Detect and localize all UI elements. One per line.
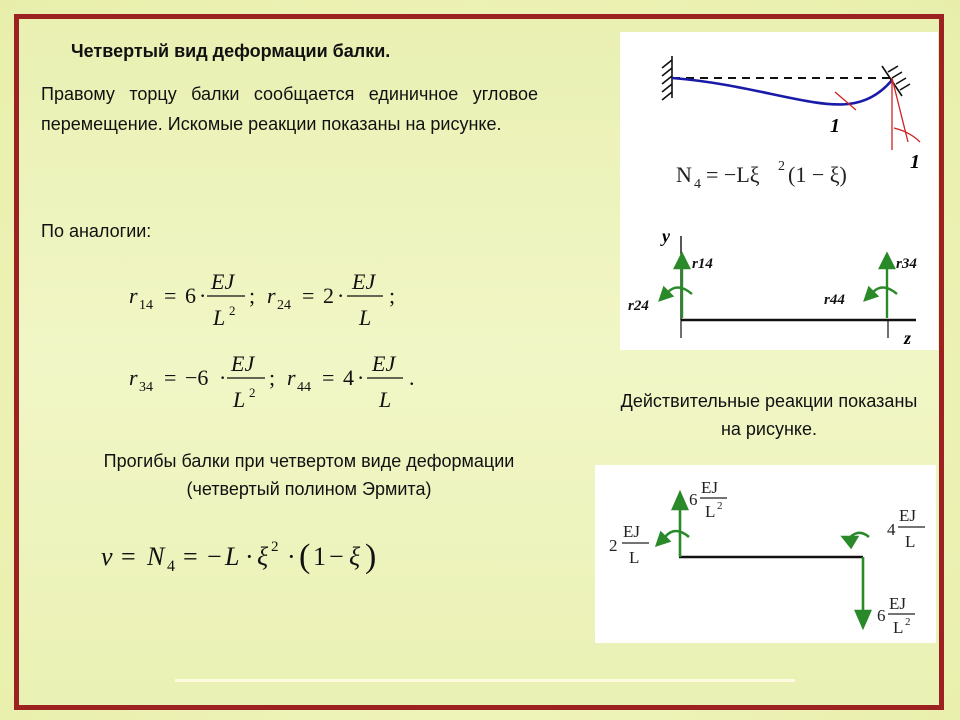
slide-frame [14, 14, 944, 710]
r44-coef: 4 [343, 365, 354, 390]
figure-actual-reactions [595, 465, 936, 643]
r24-coef: 2 [323, 283, 334, 308]
equals-sign: = [164, 365, 177, 390]
intro-paragraph: Правому торцу балки сообщается единичное угловое перемещение. Искомые реакции показаны на рисунке. [41, 84, 538, 134]
actual-reactions-caption: Действительные реакции показаны на рисунке. [620, 391, 918, 439]
unit-displacement-label: 1 [910, 151, 920, 173]
slide-content [19, 19, 939, 705]
y-axis-label: y [662, 226, 670, 246]
n4-tail: (1 − ξ) [788, 162, 847, 187]
right-den: L [905, 532, 916, 551]
paren-open: ( [299, 538, 311, 575]
beam-diagrams [620, 32, 938, 350]
dot: · [199, 283, 207, 308]
r34-num: EJ [231, 351, 255, 376]
r34-label: r34 [896, 256, 917, 272]
xi-symbol: ξ [349, 542, 361, 571]
low-coef: 6 [877, 606, 886, 625]
reaction-formulas [119, 259, 499, 419]
slide-title: Четвертый вид деформации балки. [71, 41, 391, 61]
r34-coef: −6 [185, 365, 209, 390]
semicolon: ; [269, 365, 276, 390]
n-symbol: N [147, 542, 165, 571]
xi-symbol: ξ [257, 542, 269, 571]
r44-den: L [379, 387, 392, 412]
dot: · [219, 365, 227, 390]
r14-den: L [213, 305, 226, 330]
equals-sign: = [183, 542, 198, 571]
r34-pow: 2 [249, 385, 256, 400]
equals-sign: = [302, 283, 315, 308]
equals-sign: = [121, 542, 136, 571]
n4-pow: 2 [778, 159, 785, 174]
paren-close: ) [365, 538, 377, 575]
low-pow: 2 [905, 616, 911, 628]
n4-symbol: N [676, 162, 692, 187]
n-sub: 4 [167, 558, 175, 575]
top-coef: 6 [689, 490, 698, 509]
xi-pow: 2 [271, 539, 279, 555]
actual-arrows [657, 493, 870, 627]
r14-num: EJ [211, 269, 235, 294]
r14-pow: 2 [229, 303, 236, 318]
r44-num: EJ [372, 351, 396, 376]
deformed-beam-curve [672, 78, 892, 104]
r34-den: L [233, 387, 246, 412]
left-num: EJ [623, 522, 640, 541]
semicolon: ; [249, 283, 256, 308]
r34-sub: 34 [139, 380, 153, 395]
dot: · [287, 542, 296, 571]
dot: · [357, 365, 365, 390]
top-pow: 2 [717, 500, 723, 512]
bottom-divider [175, 679, 795, 682]
deflection-formula [95, 527, 425, 583]
r14-sub: 14 [139, 298, 153, 313]
r34-symbol: r [129, 365, 138, 390]
figure-deformed-beam [620, 32, 938, 350]
right-num: EJ [899, 506, 916, 525]
r24-symbol: r [267, 283, 276, 308]
analogy-label: По аналогии: [41, 221, 152, 241]
r24-label: r24 [628, 298, 649, 314]
equals-sign: = [164, 283, 177, 308]
n4-body: = −Lξ [706, 162, 760, 187]
deflection-caption: Прогибы балки при четвертом виде деформации (четвертый полином Эрмита) [103, 451, 515, 499]
left-coef: 2 [609, 536, 618, 555]
rotation-angle-lines [835, 78, 920, 150]
dot: · [245, 542, 254, 571]
n4-formula [676, 159, 847, 192]
period: . [409, 365, 415, 390]
equals-sign: = [322, 365, 335, 390]
one-digit: 1 [313, 542, 326, 571]
r24-den: L [359, 305, 372, 330]
n4-sub: 4 [694, 177, 701, 192]
z-axis-label: z [904, 328, 912, 348]
minus-sign: − [329, 542, 344, 571]
r44-symbol: r [287, 365, 296, 390]
r44-sub: 44 [297, 380, 311, 395]
minus-sign: − [207, 542, 222, 571]
r44-label: r44 [824, 292, 845, 308]
actual-reactions-diagram [595, 465, 936, 643]
low-den: L [893, 618, 904, 637]
left-den: L [629, 548, 640, 567]
top-num: EJ [701, 478, 718, 497]
l-symbol: L [225, 542, 240, 571]
top-den: L [705, 502, 716, 521]
left-support [662, 56, 672, 100]
dot: · [337, 283, 345, 308]
r24-num: EJ [352, 269, 376, 294]
r14-label: r14 [692, 256, 713, 272]
r24-sub: 24 [277, 298, 291, 313]
semicolon: ; [389, 283, 396, 308]
r14-coef: 6 [185, 283, 196, 308]
right-coef: 4 [887, 520, 896, 539]
low-num: EJ [889, 594, 906, 613]
v-symbol: v [101, 542, 113, 571]
unit-rotation-label: 1 [830, 115, 840, 137]
r14-symbol: r [129, 283, 138, 308]
